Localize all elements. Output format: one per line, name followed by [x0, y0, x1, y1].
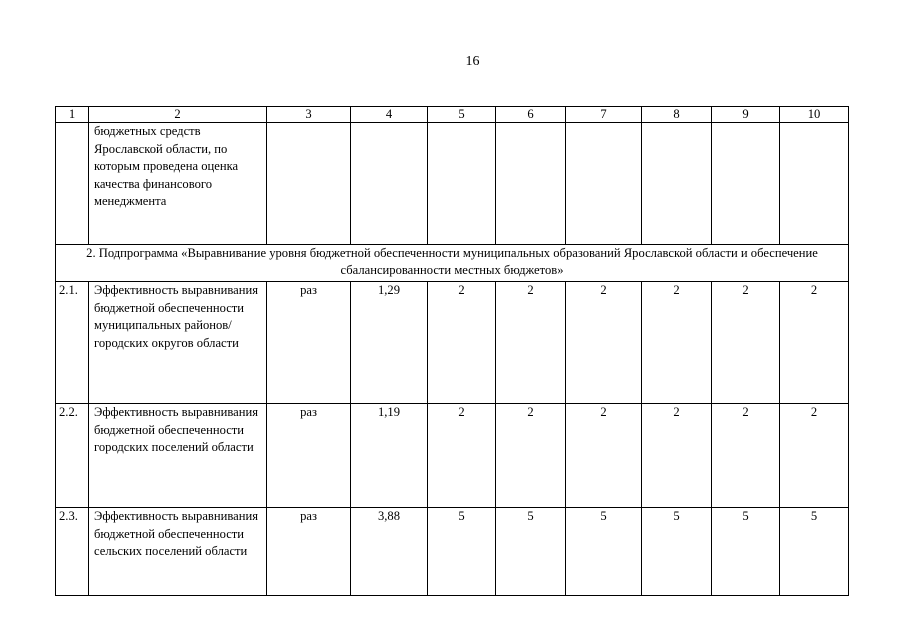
value-cell: 2 — [712, 282, 780, 404]
value-cell: 2 — [780, 282, 849, 404]
base-value-cell: 1,29 — [351, 282, 428, 404]
indicator-name-cell: Эффективность выравнивания бюджетной обеспеченности сельских поселений области — [89, 508, 267, 596]
value-cell — [428, 123, 496, 245]
indicator-name-cell: Эффективность выравнивания бюджетной обеспеченности муниципальных районов/городских округов области — [89, 282, 267, 404]
column-number: 7 — [566, 107, 642, 123]
value-cell — [566, 123, 642, 245]
value-cell — [642, 123, 712, 245]
column-number: 3 — [267, 107, 351, 123]
table-row — [56, 282, 849, 404]
value-cell: 5 — [496, 508, 566, 596]
unit-cell: раз — [267, 282, 351, 404]
subprogram-title: 2. Подпрограмма «Выравнивание уровня бюджетной обеспеченности муниципальных образований Ярославской области и обеспечение сбалансированности местных бюджетов» — [56, 245, 849, 282]
value-cell — [496, 123, 566, 245]
indicators-table — [55, 106, 849, 596]
value-cell: 2 — [496, 282, 566, 404]
unit-cell — [267, 123, 351, 245]
value-cell: 2 — [780, 404, 849, 508]
column-number: 8 — [642, 107, 712, 123]
table-row — [56, 508, 849, 596]
value-cell: 2 — [566, 282, 642, 404]
value-cell: 2 — [712, 404, 780, 508]
row-number-cell — [56, 123, 89, 245]
column-number-row — [56, 107, 849, 123]
table-row-continuation — [56, 123, 849, 245]
value-cell: 5 — [780, 508, 849, 596]
value-cell — [780, 123, 849, 245]
table-row — [56, 404, 849, 508]
column-number: 2 — [89, 107, 267, 123]
value-cell: 5 — [428, 508, 496, 596]
value-cell: 5 — [642, 508, 712, 596]
base-value-cell: 1,19 — [351, 404, 428, 508]
column-number: 4 — [351, 107, 428, 123]
row-number-cell: 2.2. — [56, 404, 89, 508]
value-cell: 2 — [642, 404, 712, 508]
section-title-row — [56, 245, 849, 282]
value-cell: 2 — [566, 404, 642, 508]
base-value-cell: 3,88 — [351, 508, 428, 596]
value-cell: 5 — [712, 508, 780, 596]
row-number-cell: 2.3. — [56, 508, 89, 596]
value-cell: 5 — [566, 508, 642, 596]
value-cell — [712, 123, 780, 245]
column-number: 6 — [496, 107, 566, 123]
value-cell: 2 — [642, 282, 712, 404]
column-number: 1 — [56, 107, 89, 123]
value-cell: 2 — [496, 404, 566, 508]
column-number: 10 — [780, 107, 849, 123]
indicator-name-cell: Эффективность выравнивания бюджетной обеспеченности городских поселений области — [89, 404, 267, 508]
base-value-cell — [351, 123, 428, 245]
value-cell: 2 — [428, 282, 496, 404]
unit-cell: раз — [267, 404, 351, 508]
column-number: 9 — [712, 107, 780, 123]
page-number: 16 — [465, 54, 480, 69]
column-number: 5 — [428, 107, 496, 123]
unit-cell: раз — [267, 508, 351, 596]
indicator-name-cell: бюджетных средств Ярославской области, по которым проведена оценка качества финансового менеджмента — [89, 123, 267, 245]
value-cell: 2 — [428, 404, 496, 508]
row-number-cell: 2.1. — [56, 282, 89, 404]
